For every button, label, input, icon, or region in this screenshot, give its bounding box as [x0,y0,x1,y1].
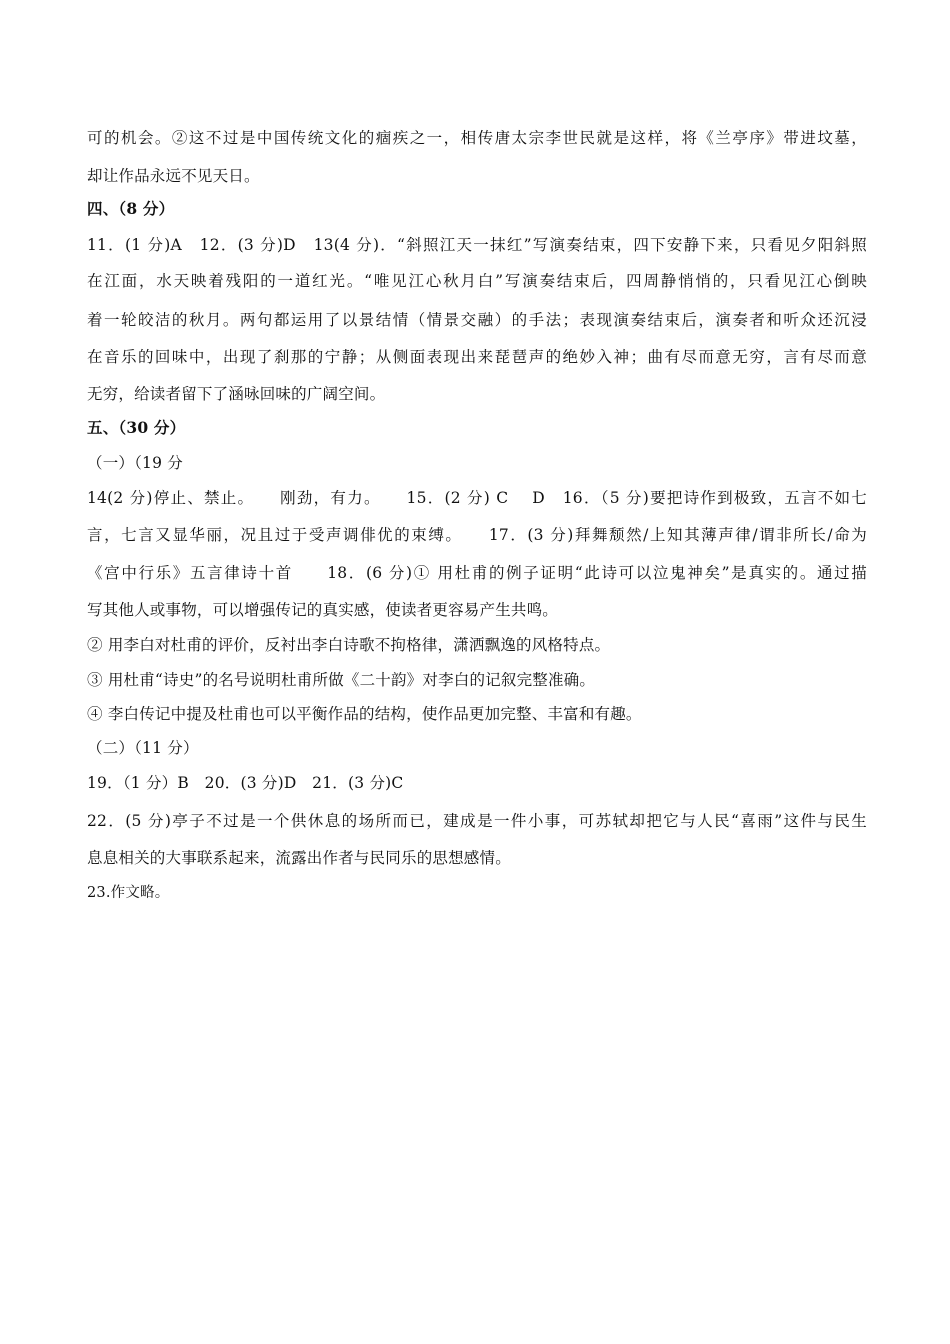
text-line: 《宫中行乐》五言律诗十首 18．(6 分)① 用杜甫的例子证明“此诗可以泣鬼神矣”是真实的。通过描 [87,564,867,582]
text-line: 在音乐的回味中，出现了刹那的宁静；从侧面表现出来琵琶声的绝妙入神；曲有尽而意无穷，言有尽而意 [87,348,867,366]
text-line: 写其他人或事物，可以增强传记的真实感，使读者更容易产生共鸣。 [87,601,559,619]
text-line: ③ 用杜甫“诗史”的名号说明杜甫所做《二十韵》对李白的记叙完整准确。 [87,671,596,689]
text-line: 在江面，水天映着残阳的一道红光。“唯见江心秋月白”写演奏结束后，四周静悄悄的，只看见江心倒映 [87,272,867,290]
text-line: 14(2 分)停止、禁止。 刚劲，有力。 15．(2 分) C D 16．（5 分)要把诗作到极致，五言不如七 [87,489,867,507]
text-line: 22．(5 分)亭子不过是一个供休息的场所而已，建成是一件小事，可苏轼却把它与人民“喜雨”这件与民生 [87,812,867,830]
text-line: 可的机会。②这不过是中国传统文化的痼疾之一，相传唐太宗李世民就是这样，将《兰亭序》带进坟墓， [87,129,867,147]
section-heading: 五、（30 分） [87,418,186,437]
text-line: 息息相关的大事联系起来，流露出作者与民同乐的思想感情。 [87,849,511,867]
text-line: 无穷，给读者留下了涵咏回味的广阔空间。 [87,385,386,403]
text-line: 着一轮皎洁的秋月。两句都运用了以景结情（情景交融）的手法；表现演奏结束后，演奏者和听众还沉浸 [87,311,867,329]
text-line: 23.作文略。 [87,885,170,901]
text-line: 11．(1 分)A 12．(3 分)D 13(4 分)．“斜照江天一抹红”写演奏结束，四下安静下来，只看见夕阳斜照 [87,236,867,254]
text-line: ② 用李白对杜甫的评价，反衬出李白诗歌不拘格律，潇洒飘逸的风格特点。 [87,636,611,654]
text-line: 言，七言又显华丽，况且过于受声调俳优的束缚。 17．(3 分)拜舞颓然/上知其薄声律/谓非所长/命为 [87,526,867,544]
section-heading: 四、（8 分） [87,199,175,218]
text-line: ④ 李白传记中提及杜甫也可以平衡作品的结构，使作品更加完整、丰富和有趣。 [87,705,642,723]
subsection-heading: （二）（11 分） [87,739,199,757]
text-line: 却让作品永远不见天日。 [87,167,260,185]
subsection-heading: （一）（19 分 [87,454,184,472]
text-line: 19．（1 分）B 20．(3 分)D 21．(3 分)C [87,774,404,792]
